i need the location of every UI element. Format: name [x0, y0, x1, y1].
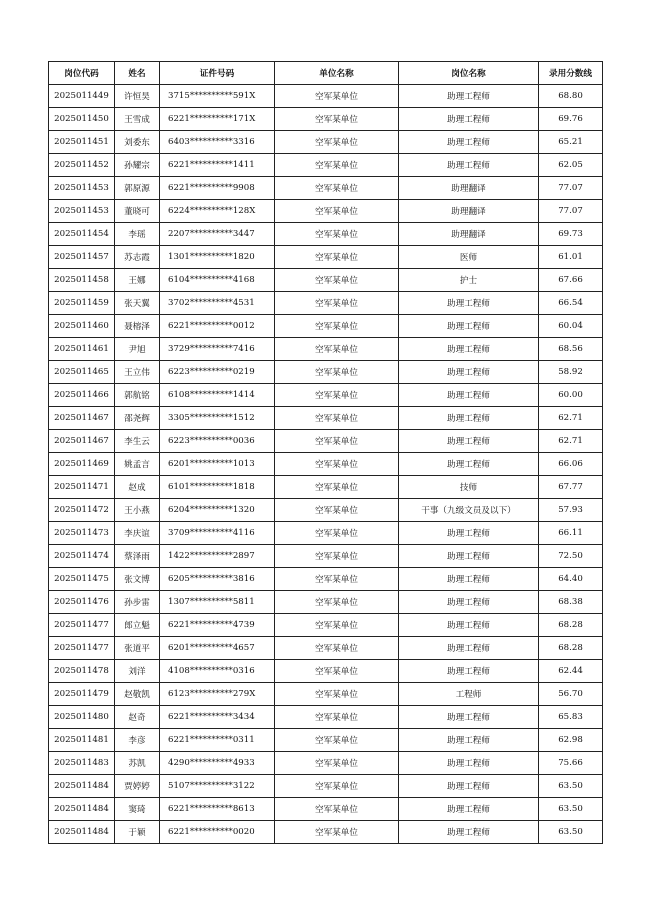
unit-name-cell: 空军某单位 — [275, 430, 399, 453]
score-cell: 62.05 — [539, 154, 603, 177]
post-name-cell: 助理工程师 — [399, 706, 539, 729]
post-name-cell: 助理工程师 — [399, 384, 539, 407]
table-row — [49, 706, 603, 729]
unit-name-cell: 空军某单位 — [275, 131, 399, 154]
post-name-cell: 工程师 — [399, 683, 539, 706]
post-code-cell: 2025011472 — [49, 499, 115, 522]
name-cell: 孙耀宗 — [115, 154, 160, 177]
post-name-cell: 助理工程师 — [399, 545, 539, 568]
id-number-cell: 2207**********3447 — [160, 223, 275, 246]
post-name-cell: 助理工程师 — [399, 407, 539, 430]
table-row — [49, 430, 603, 453]
post-code-cell: 2025011481 — [49, 729, 115, 752]
unit-name-cell: 空军某单位 — [275, 200, 399, 223]
post-code-cell: 2025011477 — [49, 637, 115, 660]
score-cell: 77.07 — [539, 200, 603, 223]
id-number-cell: 6221**********4739 — [160, 614, 275, 637]
post-code-cell: 2025011453 — [49, 177, 115, 200]
unit-name-cell: 空军某单位 — [275, 292, 399, 315]
results-table — [48, 61, 603, 844]
table-row — [49, 85, 603, 108]
unit-name-cell: 空军某单位 — [275, 683, 399, 706]
header-post-name: 岗位名称 — [399, 62, 539, 85]
id-number-cell: 6221**********0020 — [160, 821, 275, 844]
table-header-row — [49, 62, 603, 85]
id-number-cell: 5107**********3122 — [160, 775, 275, 798]
name-cell: 董晓可 — [115, 200, 160, 223]
post-name-cell: 助理翻译 — [399, 223, 539, 246]
post-name-cell: 技师 — [399, 476, 539, 499]
name-cell: 邵尧辉 — [115, 407, 160, 430]
unit-name-cell: 空军某单位 — [275, 568, 399, 591]
unit-name-cell: 空军某单位 — [275, 798, 399, 821]
table-row — [49, 499, 603, 522]
name-cell: 李庆谊 — [115, 522, 160, 545]
table-row — [49, 246, 603, 269]
post-code-cell: 2025011460 — [49, 315, 115, 338]
name-cell: 郭原源 — [115, 177, 160, 200]
score-cell: 75.66 — [539, 752, 603, 775]
id-number-cell: 6201**********1013 — [160, 453, 275, 476]
table-row — [49, 591, 603, 614]
unit-name-cell: 空军某单位 — [275, 476, 399, 499]
name-cell: 孙步雷 — [115, 591, 160, 614]
id-number-cell: 6104**********4168 — [160, 269, 275, 292]
name-cell: 张天翼 — [115, 292, 160, 315]
table-row — [49, 821, 603, 844]
table-row — [49, 453, 603, 476]
header-score-line: 录用分数线 — [539, 62, 603, 85]
unit-name-cell: 空军某单位 — [275, 223, 399, 246]
unit-name-cell: 空军某单位 — [275, 637, 399, 660]
score-cell: 62.98 — [539, 729, 603, 752]
name-cell: 窦琦 — [115, 798, 160, 821]
score-cell: 65.21 — [539, 131, 603, 154]
unit-name-cell: 空军某单位 — [275, 315, 399, 338]
name-cell: 尹旭 — [115, 338, 160, 361]
id-number-cell: 6224**********128X — [160, 200, 275, 223]
table-row — [49, 177, 603, 200]
id-number-cell: 6201**********4657 — [160, 637, 275, 660]
post-name-cell: 助理工程师 — [399, 85, 539, 108]
name-cell: 张道平 — [115, 637, 160, 660]
id-number-cell: 6403**********3316 — [160, 131, 275, 154]
score-cell: 63.50 — [539, 798, 603, 821]
post-name-cell: 助理工程师 — [399, 729, 539, 752]
id-number-cell: 3702**********4531 — [160, 292, 275, 315]
post-code-cell: 2025011457 — [49, 246, 115, 269]
id-number-cell: 3729**********7416 — [160, 338, 275, 361]
post-code-cell: 2025011449 — [49, 85, 115, 108]
post-code-cell: 2025011467 — [49, 430, 115, 453]
post-code-cell: 2025011452 — [49, 154, 115, 177]
name-cell: 王小燕 — [115, 499, 160, 522]
table-row — [49, 200, 603, 223]
post-name-cell: 助理工程师 — [399, 568, 539, 591]
score-cell: 68.38 — [539, 591, 603, 614]
post-name-cell: 助理翻译 — [399, 177, 539, 200]
id-number-cell: 6221**********8613 — [160, 798, 275, 821]
unit-name-cell: 空军某单位 — [275, 246, 399, 269]
score-cell: 65.83 — [539, 706, 603, 729]
post-code-cell: 2025011484 — [49, 821, 115, 844]
table-row — [49, 269, 603, 292]
post-name-cell: 助理工程师 — [399, 338, 539, 361]
post-code-cell: 2025011458 — [49, 269, 115, 292]
unit-name-cell: 空军某单位 — [275, 85, 399, 108]
table-row — [49, 338, 603, 361]
table-row — [49, 683, 603, 706]
post-code-cell: 2025011484 — [49, 775, 115, 798]
header-id-number: 证件号码 — [160, 62, 275, 85]
header-name: 姓名 — [115, 62, 160, 85]
id-number-cell: 3305**********1512 — [160, 407, 275, 430]
unit-name-cell: 空军某单位 — [275, 821, 399, 844]
id-number-cell: 6223**********0036 — [160, 430, 275, 453]
score-cell: 57.93 — [539, 499, 603, 522]
post-code-cell: 2025011477 — [49, 614, 115, 637]
post-code-cell: 2025011450 — [49, 108, 115, 131]
score-cell: 69.76 — [539, 108, 603, 131]
name-cell: 李生云 — [115, 430, 160, 453]
name-cell: 于颖 — [115, 821, 160, 844]
post-name-cell: 助理工程师 — [399, 752, 539, 775]
id-number-cell: 6108**********1414 — [160, 384, 275, 407]
table-row — [49, 131, 603, 154]
name-cell: 苏志霞 — [115, 246, 160, 269]
unit-name-cell: 空军某单位 — [275, 752, 399, 775]
unit-name-cell: 空军某单位 — [275, 522, 399, 545]
score-cell: 66.54 — [539, 292, 603, 315]
table-row — [49, 384, 603, 407]
post-name-cell: 助理工程师 — [399, 361, 539, 384]
score-cell: 68.56 — [539, 338, 603, 361]
name-cell: 赵成 — [115, 476, 160, 499]
score-cell: 66.11 — [539, 522, 603, 545]
score-cell: 68.80 — [539, 85, 603, 108]
unit-name-cell: 空军某单位 — [275, 361, 399, 384]
table-row — [49, 223, 603, 246]
unit-name-cell: 空军某单位 — [275, 453, 399, 476]
name-cell: 蔡泽雨 — [115, 545, 160, 568]
score-cell: 62.44 — [539, 660, 603, 683]
post-name-cell: 助理工程师 — [399, 798, 539, 821]
unit-name-cell: 空军某单位 — [275, 177, 399, 200]
unit-name-cell: 空军某单位 — [275, 338, 399, 361]
id-number-cell: 6123**********279X — [160, 683, 275, 706]
score-cell: 62.71 — [539, 430, 603, 453]
name-cell: 聂榕泽 — [115, 315, 160, 338]
table-row — [49, 729, 603, 752]
name-cell: 王立伟 — [115, 361, 160, 384]
unit-name-cell: 空军某单位 — [275, 775, 399, 798]
score-cell: 62.71 — [539, 407, 603, 430]
post-code-cell: 2025011467 — [49, 407, 115, 430]
post-code-cell: 2025011469 — [49, 453, 115, 476]
table-row — [49, 660, 603, 683]
name-cell: 王娜 — [115, 269, 160, 292]
name-cell: 赵敬凯 — [115, 683, 160, 706]
post-code-cell: 2025011476 — [49, 591, 115, 614]
table-row — [49, 798, 603, 821]
post-name-cell: 助理工程师 — [399, 591, 539, 614]
table-row — [49, 476, 603, 499]
post-name-cell: 助理工程师 — [399, 154, 539, 177]
name-cell: 刘洋 — [115, 660, 160, 683]
name-cell: 张文博 — [115, 568, 160, 591]
name-cell: 郎立魁 — [115, 614, 160, 637]
table-row — [49, 568, 603, 591]
post-name-cell: 助理工程师 — [399, 131, 539, 154]
score-cell: 67.66 — [539, 269, 603, 292]
unit-name-cell: 空军某单位 — [275, 660, 399, 683]
post-name-cell: 助理工程师 — [399, 108, 539, 131]
post-name-cell: 助理工程师 — [399, 453, 539, 476]
post-name-cell: 助理工程师 — [399, 315, 539, 338]
unit-name-cell: 空军某单位 — [275, 269, 399, 292]
score-cell: 68.28 — [539, 614, 603, 637]
score-cell: 72.50 — [539, 545, 603, 568]
post-code-cell: 2025011453 — [49, 200, 115, 223]
id-number-cell: 6223**********0219 — [160, 361, 275, 384]
table-body — [49, 85, 603, 844]
score-cell: 64.40 — [539, 568, 603, 591]
unit-name-cell: 空军某单位 — [275, 108, 399, 131]
id-number-cell: 3715**********591X — [160, 85, 275, 108]
name-cell: 刘委东 — [115, 131, 160, 154]
name-cell: 姚孟言 — [115, 453, 160, 476]
score-cell: 63.50 — [539, 821, 603, 844]
score-cell: 63.50 — [539, 775, 603, 798]
score-cell: 68.28 — [539, 637, 603, 660]
name-cell: 郭航铭 — [115, 384, 160, 407]
score-cell: 60.00 — [539, 384, 603, 407]
id-number-cell: 6221**********3434 — [160, 706, 275, 729]
score-cell: 69.73 — [539, 223, 603, 246]
post-code-cell: 2025011483 — [49, 752, 115, 775]
post-code-cell: 2025011466 — [49, 384, 115, 407]
post-name-cell: 助理工程师 — [399, 775, 539, 798]
name-cell: 贾婷婷 — [115, 775, 160, 798]
unit-name-cell: 空军某单位 — [275, 499, 399, 522]
id-number-cell: 1307**********5811 — [160, 591, 275, 614]
post-code-cell: 2025011479 — [49, 683, 115, 706]
post-name-cell: 助理工程师 — [399, 522, 539, 545]
name-cell: 苏凯 — [115, 752, 160, 775]
table-row — [49, 292, 603, 315]
post-code-cell: 2025011454 — [49, 223, 115, 246]
post-code-cell: 2025011451 — [49, 131, 115, 154]
id-number-cell: 1301**********1820 — [160, 246, 275, 269]
id-number-cell: 6101**********1818 — [160, 476, 275, 499]
name-cell: 赵奇 — [115, 706, 160, 729]
score-cell: 77.07 — [539, 177, 603, 200]
table-row — [49, 775, 603, 798]
id-number-cell: 6221**********171X — [160, 108, 275, 131]
id-number-cell: 1422**********2897 — [160, 545, 275, 568]
score-cell: 67.77 — [539, 476, 603, 499]
id-number-cell: 6221**********0311 — [160, 729, 275, 752]
id-number-cell: 3709**********4116 — [160, 522, 275, 545]
post-code-cell: 2025011480 — [49, 706, 115, 729]
post-name-cell: 助理翻译 — [399, 200, 539, 223]
unit-name-cell: 空军某单位 — [275, 729, 399, 752]
post-name-cell: 助理工程师 — [399, 614, 539, 637]
post-code-cell: 2025011465 — [49, 361, 115, 384]
table-row — [49, 614, 603, 637]
post-name-cell: 医师 — [399, 246, 539, 269]
name-cell: 李彦 — [115, 729, 160, 752]
post-name-cell: 干事（九级文员及以下） — [399, 499, 539, 522]
post-code-cell: 2025011459 — [49, 292, 115, 315]
post-name-cell: 助理工程师 — [399, 292, 539, 315]
post-code-cell: 2025011478 — [49, 660, 115, 683]
table-row — [49, 407, 603, 430]
unit-name-cell: 空军某单位 — [275, 407, 399, 430]
post-name-cell: 助理工程师 — [399, 660, 539, 683]
name-cell: 许恒昊 — [115, 85, 160, 108]
post-code-cell: 2025011473 — [49, 522, 115, 545]
unit-name-cell: 空军某单位 — [275, 614, 399, 637]
header-unit-name: 单位名称 — [275, 62, 399, 85]
name-cell: 李瑶 — [115, 223, 160, 246]
post-code-cell: 2025011484 — [49, 798, 115, 821]
post-name-cell: 助理工程师 — [399, 637, 539, 660]
table-row — [49, 154, 603, 177]
id-number-cell: 4290**********4933 — [160, 752, 275, 775]
id-number-cell: 6221**********0012 — [160, 315, 275, 338]
post-name-cell: 助理工程师 — [399, 430, 539, 453]
id-number-cell: 6204**********1320 — [160, 499, 275, 522]
unit-name-cell: 空军某单位 — [275, 591, 399, 614]
score-cell: 66.06 — [539, 453, 603, 476]
unit-name-cell: 空军某单位 — [275, 545, 399, 568]
table-row — [49, 361, 603, 384]
id-number-cell: 4108**********0316 — [160, 660, 275, 683]
unit-name-cell: 空军某单位 — [275, 154, 399, 177]
table-row — [49, 545, 603, 568]
unit-name-cell: 空军某单位 — [275, 706, 399, 729]
post-name-cell: 助理工程师 — [399, 821, 539, 844]
score-cell: 60.04 — [539, 315, 603, 338]
id-number-cell: 6221**********1411 — [160, 154, 275, 177]
table-row — [49, 522, 603, 545]
header-post-code: 岗位代码 — [49, 62, 115, 85]
post-code-cell: 2025011475 — [49, 568, 115, 591]
score-cell: 56.70 — [539, 683, 603, 706]
score-cell: 61.01 — [539, 246, 603, 269]
table-row — [49, 315, 603, 338]
id-number-cell: 6221**********9908 — [160, 177, 275, 200]
unit-name-cell: 空军某单位 — [275, 384, 399, 407]
table-row — [49, 637, 603, 660]
post-code-cell: 2025011471 — [49, 476, 115, 499]
post-code-cell: 2025011461 — [49, 338, 115, 361]
table-row — [49, 108, 603, 131]
id-number-cell: 6205**********3816 — [160, 568, 275, 591]
score-cell: 58.92 — [539, 361, 603, 384]
name-cell: 王雪成 — [115, 108, 160, 131]
post-code-cell: 2025011474 — [49, 545, 115, 568]
table-row — [49, 752, 603, 775]
post-name-cell: 护士 — [399, 269, 539, 292]
